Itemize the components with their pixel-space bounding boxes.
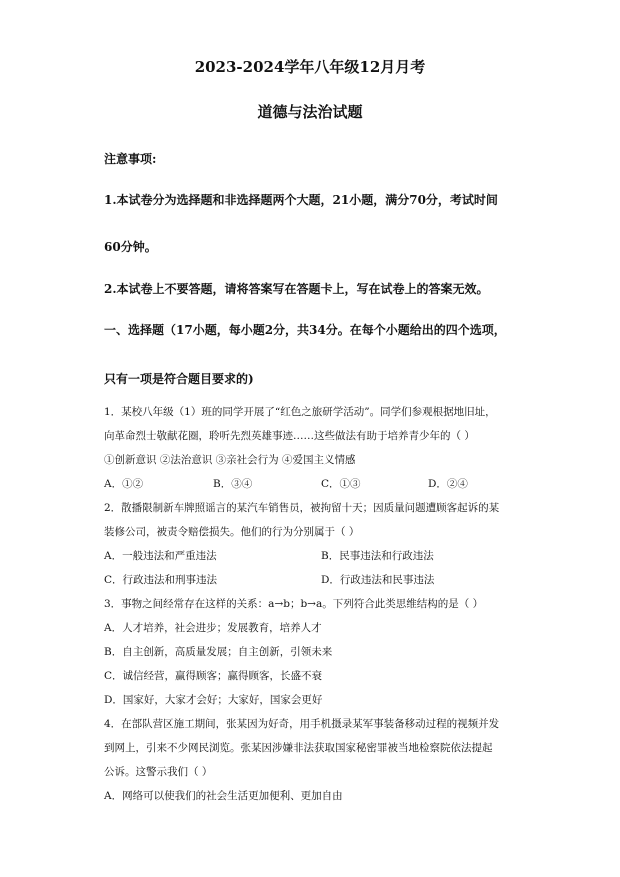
notice-heading: 注意事项: (104, 152, 157, 166)
question-2-option-a: A．一般违法和严重违法 (104, 550, 217, 562)
question-1-option-a: A．①② (104, 478, 144, 490)
section-heading-line-1: 一、选择题（17小题，每小题2分，共34分。在每个小题给出的四个选项， (104, 323, 506, 337)
question-3-option-b: B．自主创新，高质量发展；自主创新，引领未来 (104, 646, 333, 658)
question-1-line-1: 1．某校八年级（1）班的同学开展了“红色之旅研学活动”。同学们参观根据地旧址， (104, 406, 496, 418)
question-2-line-2: 装修公司，被责令赔偿损失。他们的行为分别属于（ ） (104, 526, 360, 538)
question-4-line-1: 4．在部队营区施工期间，张某因为好奇，用手机摄录某军事装备移动过程的视频并发 (104, 718, 500, 730)
notice-item-1-line-2: 60分钟。 (104, 240, 157, 254)
question-4-line-3: 公诉。这警示我们（ ） (104, 766, 213, 778)
section-heading-line-2: 只有一项是符合题目要求的) (104, 372, 254, 386)
question-3-option-d: D．国家好，大家才会好；大家好，国家会更好 (104, 694, 323, 706)
question-4-line-2: 到网上，引来不少网民浏览。张某因涉嫌非法获取国家秘密罪被当地检察院依法提起 (104, 742, 493, 754)
question-1-option-b: B．③④ (213, 478, 253, 490)
question-1-line-3: ①创新意识 ②法治意识 ③亲社会行为 ④爱国主义情感 (104, 454, 356, 466)
exam-title: 2023-2024学年八年级12月月考 (194, 58, 426, 76)
question-3-option-c: C．诚信经营，赢得顾客；赢得顾客，长盛不衰 (104, 670, 323, 682)
question-1-option-c: C．①③ (321, 478, 361, 490)
notice-item-2: 2.本试卷上不要答题，请将答案写在答题卡上，写在试卷上的答案无效。 (104, 282, 489, 296)
question-4-option-a: A．网络可以使我们的社会生活更加便利、更加自由 (104, 790, 343, 802)
exam-subtitle: 道德与法治试题 (257, 103, 363, 121)
question-2-option-c: C．行政违法和刑事违法 (104, 574, 218, 586)
question-3-option-a: A．人才培养，社会进步；发展教育，培养人才 (104, 622, 322, 634)
question-3-line-1: 3．事物之间经常存在这样的关系：a→b；b→a。下列符合此类思维结构的是（ ） (104, 598, 484, 610)
notice-item-1-line-1: 1.本试卷分为选择题和非选择题两个大题，21小题，满分70分，考试时间 (104, 193, 498, 207)
question-2-option-d: D．行政违法和民事违法 (321, 574, 435, 586)
question-1-line-2: 向革命烈士敬献花圈，聆听先烈英雄事迹……这些做法有助于培养青少年的（ ） (104, 430, 475, 442)
question-2-line-1: 2．散播限制新车牌照谣言的某汽车销售员，被拘留十天；因质量问题遭顾客起诉的某 (104, 502, 500, 514)
question-2-option-b: B．民事违法和行政违法 (321, 550, 434, 562)
question-1-option-d: D．②④ (428, 478, 468, 490)
